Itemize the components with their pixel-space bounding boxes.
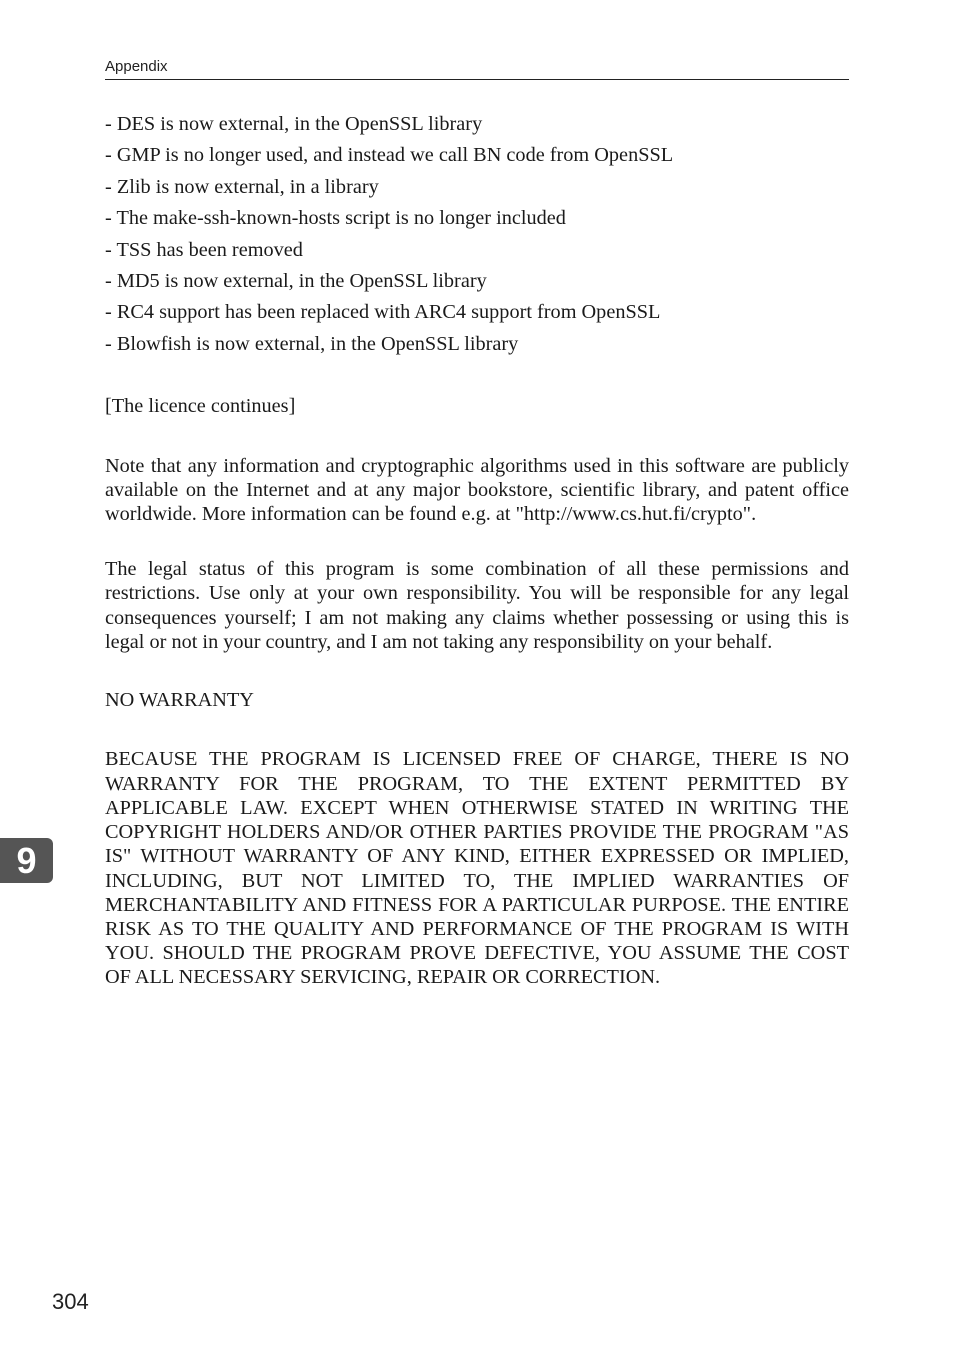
list-item: - Blowfish is now external, in the OpenSSL library bbox=[105, 332, 519, 355]
chapter-tab bbox=[0, 838, 53, 883]
list-item: - Zlib is now external, in a library bbox=[105, 175, 379, 198]
list-item: - DES is now external, in the OpenSSL library bbox=[105, 113, 483, 135]
page-header bbox=[105, 56, 849, 80]
licence-continues-text: [The licence continues] bbox=[105, 395, 296, 418]
page-number: 304 bbox=[52, 1289, 89, 1314]
change-list bbox=[105, 109, 849, 360]
note-paragraph: Note that any information and cryptographic algorithms used in this software are publicly available on the Internet and at any major bookstore, scientific library, and patent office worldwide. More information can be found e.g. at "http://www.cs.hut.fi/crypto". bbox=[105, 454, 849, 526]
no-warranty-heading: NO WARRANTY bbox=[105, 689, 254, 712]
warranty-paragraph: BECAUSE THE PROGRAM IS LICENSED FREE OF CHARGE, THERE IS NO WARRANTY FOR THE PROGRAM, TO THE EXTENT PERMITTED BY APPLICABLE LAW. EXCEPT WHEN OTHERWISE STATED IN WRITING THE COPYRIGHT HOLDERS AND/OR OTHER PARTIES PROVIDE THE PROGRAM "AS IS" WITHOUT WARRANTY OF ANY KIND, EITHER EXPRESSED OR IMPLIED, INCLUDING, BUT NOT LIMITED TO, THE IMPLIED WARRANTIES OF MERCHANTABILITY AND FITNESS FOR A PARTICULAR PURPOSE. THE ENTIRE RISK AS TO THE QUALITY AND PERFORMANCE OF THE PROGRAM IS WITH YOU. SHOULD THE PROGRAM PROVE DEFECTIVE, YOU ASSUME THE COST OF ALL NECESSARY SERVICING, REPAIR OR CORRECTION. bbox=[105, 748, 849, 989]
page-content bbox=[105, 109, 849, 990]
list-item: - TSS has been removed bbox=[105, 238, 303, 261]
list-item: - The make-ssh-known-hosts script is no longer included bbox=[105, 207, 566, 230]
list-item: - RC4 support has been replaced with ARC4 support from OpenSSL bbox=[105, 301, 661, 324]
chapter-number: 9 bbox=[16, 839, 37, 881]
legal-status-paragraph: The legal status of this program is some combination of all these permissions and restrictions. Use only at your own responsibility. You will be responsible for any legal consequences yourself; I am not making any claims whether possessing or using this is legal or not in your country, and I am not taking any responsibility on your behalf. bbox=[105, 558, 849, 653]
list-item: - GMP is no longer used, and instead we call BN code from OpenSSL bbox=[105, 144, 674, 167]
header-title: Appendix bbox=[105, 58, 168, 75]
list-item: - MD5 is now external, in the OpenSSL library bbox=[105, 270, 487, 293]
